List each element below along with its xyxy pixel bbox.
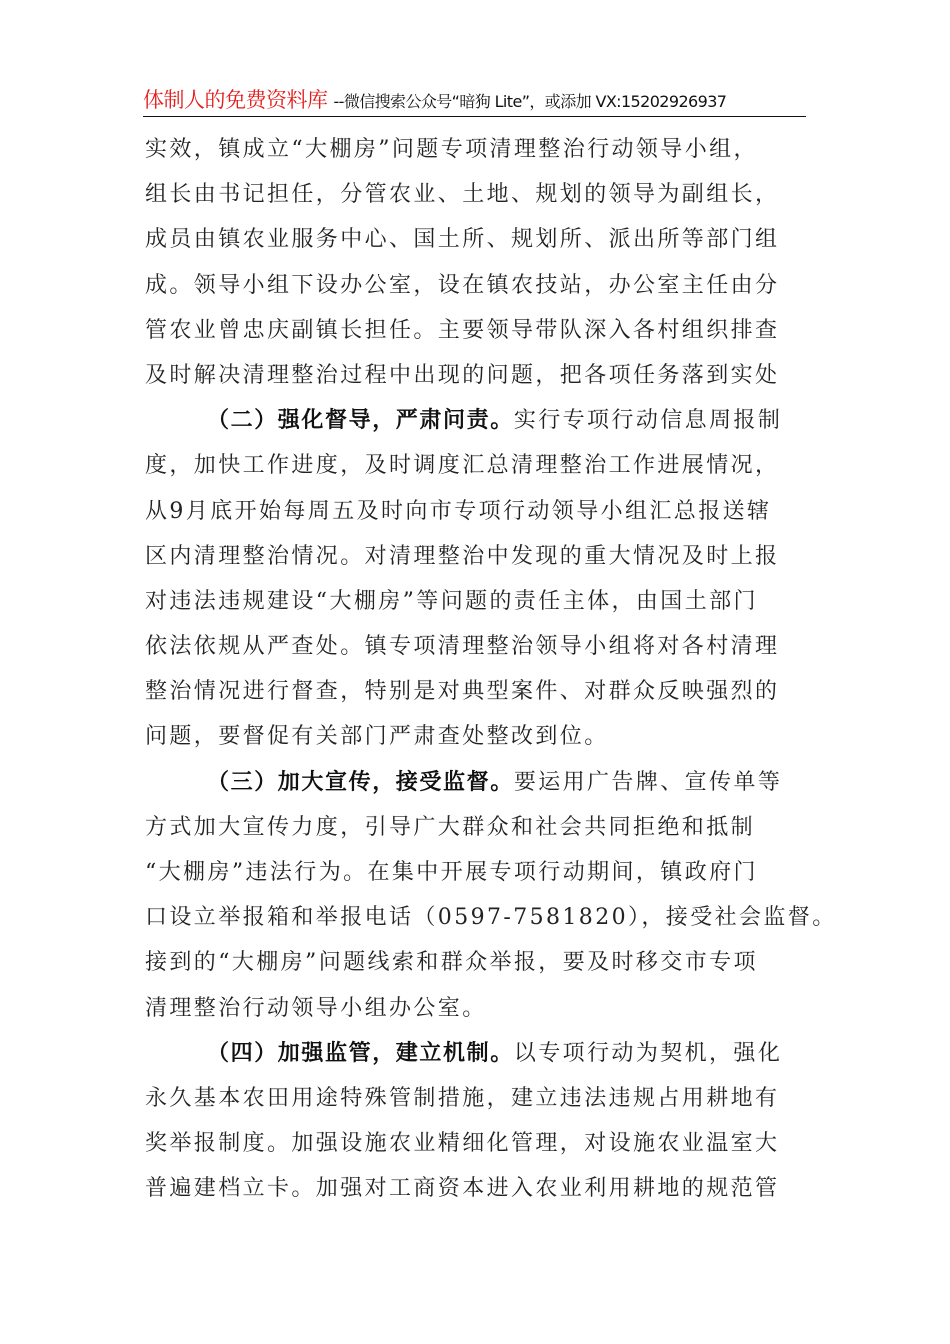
section-heading: （二）强化督导，严肃问责。 <box>207 407 514 434</box>
line-text: 口设立举报箱和举报电话（0597-7581820），接受社会监督。 <box>145 905 837 931</box>
text-line <box>145 850 810 895</box>
line-text: 清理整治行动领导小组办公室。 <box>145 995 487 1021</box>
header-divider <box>143 116 806 117</box>
line-text: 管农业曾忠庆副镇长担任。主要领导带队深入各村组织排查 <box>145 317 780 343</box>
line-text: 成员由镇农业服务中心、国土所、规划所、派出所等部门组 <box>145 227 780 253</box>
page-header <box>143 84 806 114</box>
text-line <box>145 986 810 1031</box>
text-line <box>145 1166 810 1211</box>
line-text: “大棚房”违法行为。在集中开展专项行动期间，镇政府门 <box>145 860 758 885</box>
line-text: 及时解决清理整治过程中出现的问题，把各项任务落到实处 <box>145 362 780 388</box>
line-text: 组长由书记担任，分管农业、土地、规划的领导为副组长， <box>145 182 780 208</box>
text-line <box>145 940 810 985</box>
line-text: 奖举报制度。加强设施农业精细化管理，对设施农业温室大 <box>145 1131 780 1157</box>
text-line <box>145 714 810 759</box>
text-line <box>145 579 810 624</box>
text-line <box>145 1121 810 1166</box>
text-line <box>145 308 810 353</box>
line-text: 普遍建档立卡。加强对工商资本进入农业利用耕地的规范管 <box>145 1176 780 1202</box>
line-text: 对违法违规建设“大棚房”等问题的责任主体，由国土部门 <box>145 588 758 614</box>
line-text: 依法依规从严查处。镇专项清理整治领导小组将对各村清理 <box>145 634 780 660</box>
text-line <box>145 1076 810 1121</box>
line-text: 成。领导小组下设办公室，设在镇农技站，办公室主任由分 <box>145 272 780 298</box>
section-heading: （四）加强监管，建立机制。 <box>207 1039 514 1066</box>
line-text: 接到的“大棚房”问题线索和群众举报，要及时移交市专项 <box>145 950 758 976</box>
line-text: 以专项行动为契机，强化 <box>513 1040 783 1066</box>
text-line <box>145 217 810 262</box>
header-contact-info: --微信搜索公众号“暗狗 Lite”，或添加 VX:15202926937 <box>333 92 727 111</box>
text-line <box>145 353 810 398</box>
section-heading: （三）加大宣传，接受监督。 <box>207 768 514 795</box>
line-text: 度，加快工作进度，及时调度汇总清理整治工作进展情况， <box>145 453 780 479</box>
text-line <box>145 263 810 308</box>
text-line <box>145 172 810 217</box>
line-text: 实效，镇成立“大棚房”问题专项清理整治行动领导小组， <box>145 137 758 162</box>
section-3-start <box>145 760 810 805</box>
line-text: 实行专项行动信息周报制 <box>513 408 783 434</box>
document-body <box>145 127 837 1212</box>
text-line <box>145 895 837 940</box>
text-line <box>145 624 810 669</box>
header-brand: 体制人的免费资料库 <box>143 88 328 112</box>
line-text: 从9月底开始每周五及时向市专项行动领导小组汇总报送辖 <box>145 498 772 524</box>
line-text: 方式加大宣传力度，引导广大群众和社会共同拒绝和抵制 <box>145 814 756 840</box>
line-text: 区内清理整治情况。对清理整治中发现的重大情况及时上报 <box>145 543 780 569</box>
text-line <box>145 443 810 488</box>
line-text: 要运用广告牌、宣传单等 <box>513 769 783 795</box>
text-line <box>145 534 810 579</box>
text-line <box>145 489 810 534</box>
line-text: 整治情况进行督查，特别是对典型案件、对群众反映强烈的 <box>145 679 780 705</box>
text-line <box>145 669 810 714</box>
section-4-start <box>145 1031 810 1076</box>
text-line <box>145 127 810 172</box>
section-2-start <box>145 398 810 443</box>
line-text: 永久基本农田用途特殊管制措施，建立违法违规占用耕地有 <box>145 1085 780 1111</box>
text-line <box>145 805 810 850</box>
line-text: 问题，要督促有关部门严肃查处整改到位。 <box>145 724 609 750</box>
